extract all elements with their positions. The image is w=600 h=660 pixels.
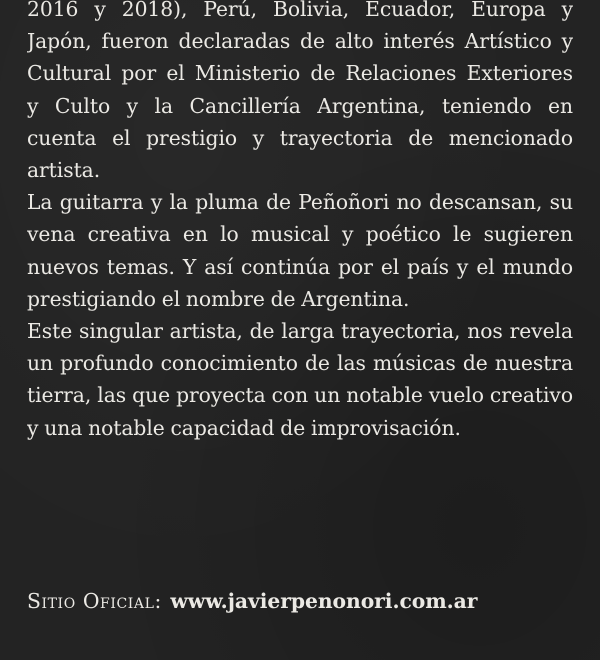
official-site-url[interactable]: www.javierpenonori.com.ar bbox=[170, 589, 478, 613]
text-line: prestigiando el nombre de Argentina. bbox=[27, 286, 410, 311]
paragraph-2 bbox=[27, 186, 573, 315]
text-line: nuevos temas. Y así continúa por el país y el mundo bbox=[27, 254, 573, 279]
body-text bbox=[27, 0, 573, 444]
text-line: Cultural por el Ministerio de Relaciones Exteriores bbox=[27, 61, 573, 86]
text-line: tierra, las que proyecta con un notable vuelo creativo bbox=[27, 383, 573, 408]
text-line: un profundo conocimiento de las músicas de nuestra bbox=[27, 351, 573, 376]
official-site-label: Sitio Oficial: bbox=[27, 589, 162, 613]
official-site bbox=[27, 585, 477, 617]
text-line: vena creativa en lo musical y poético le sugieren bbox=[27, 222, 573, 247]
text-line: Este singular artista, de larga trayectoria, nos revela bbox=[27, 319, 573, 344]
text-line: cuenta el prestigio y trayectoria de mencionado bbox=[27, 125, 573, 150]
text-line: Japón, fueron declaradas de alto interés Artístico y bbox=[27, 29, 573, 54]
paragraph-3 bbox=[27, 315, 573, 444]
text-line: artista. bbox=[27, 158, 101, 183]
text-line: y Culto y la Cancillería Argentina, teniendo en bbox=[27, 93, 573, 118]
text-line: y una notable capacidad de improvisación. bbox=[27, 415, 461, 440]
text-line: La guitarra y la pluma de Peñoñori no descansan, su bbox=[27, 190, 573, 215]
text-line: 2016 y 2018), Perú, Bolivia, Ecuador, Europa y bbox=[27, 0, 573, 21]
paragraph-1 bbox=[27, 0, 573, 186]
